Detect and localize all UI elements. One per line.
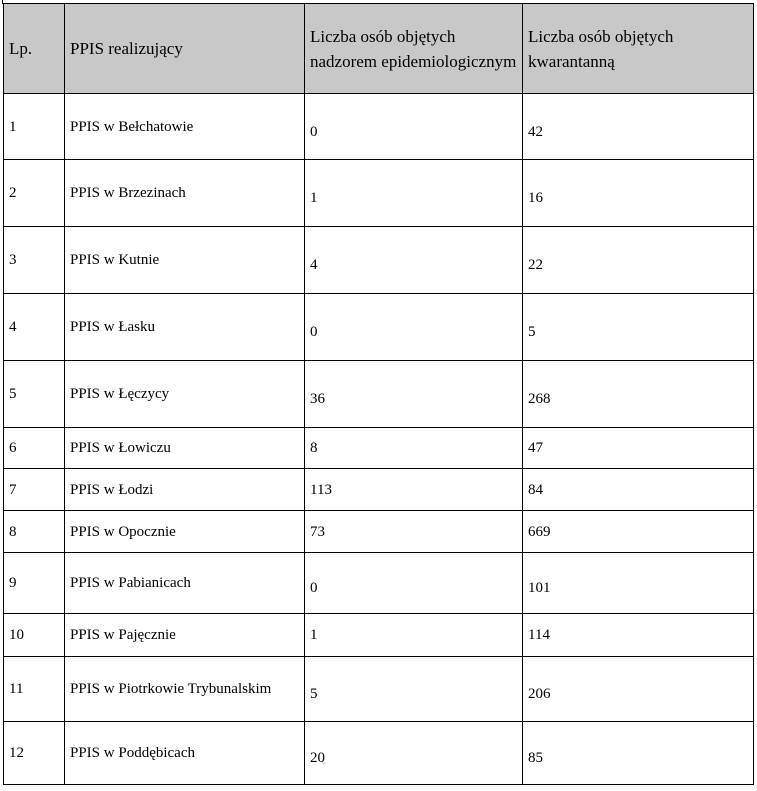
cell-lp: 5 — [4, 361, 65, 428]
cell-quarantine: 85 — [523, 722, 754, 785]
cell-supervision: 0 — [305, 553, 523, 614]
cell-supervision: 0 — [305, 294, 523, 361]
cell-supervision: 20 — [305, 722, 523, 785]
cell-lp: 10 — [4, 614, 65, 657]
cell-quarantine: 47 — [523, 428, 754, 469]
header-quarantine: Liczba osób objętych kwarantanną — [523, 4, 754, 94]
table-row — [4, 227, 754, 294]
cell-quarantine: 22 — [523, 227, 754, 294]
cell-ppis: PPIS w Pajęcznie — [65, 614, 305, 657]
cell-ppis: PPIS w Piotrkowie Trybunalskim — [65, 657, 305, 722]
epidemiological-table — [3, 3, 754, 785]
cell-ppis: PPIS w Poddębicach — [65, 722, 305, 785]
table-header-row — [4, 4, 754, 94]
cell-lp: 6 — [4, 428, 65, 469]
cell-quarantine: 84 — [523, 469, 754, 511]
cell-quarantine: 42 — [523, 94, 754, 160]
cell-lp: 9 — [4, 553, 65, 614]
cell-ppis: PPIS w Bełchatowie — [65, 94, 305, 160]
cell-ppis: PPIS w Łowiczu — [65, 428, 305, 469]
cell-lp: 11 — [4, 657, 65, 722]
cell-supervision: 1 — [305, 614, 523, 657]
cell-lp: 3 — [4, 227, 65, 294]
cell-quarantine: 206 — [523, 657, 754, 722]
cell-ppis: PPIS w Łasku — [65, 294, 305, 361]
cell-quarantine: 268 — [523, 361, 754, 428]
cell-lp: 8 — [4, 511, 65, 553]
header-ppis: PPIS realizujący — [65, 4, 305, 94]
table-row — [4, 657, 754, 722]
cell-supervision: 36 — [305, 361, 523, 428]
cell-quarantine: 669 — [523, 511, 754, 553]
cell-ppis: PPIS w Brzezinach — [65, 160, 305, 227]
cell-supervision: 5 — [305, 657, 523, 722]
table-row — [4, 614, 754, 657]
cell-lp: 7 — [4, 469, 65, 511]
cell-quarantine: 114 — [523, 614, 754, 657]
header-lp: Lp. — [4, 4, 65, 94]
cell-lp: 4 — [4, 294, 65, 361]
table-row — [4, 294, 754, 361]
table-row — [4, 428, 754, 469]
cell-quarantine: 5 — [523, 294, 754, 361]
cell-ppis: PPIS w Opocznie — [65, 511, 305, 553]
table-row — [4, 160, 754, 227]
cell-quarantine: 16 — [523, 160, 754, 227]
table-row — [4, 722, 754, 785]
cell-lp: 12 — [4, 722, 65, 785]
cell-supervision: 8 — [305, 428, 523, 469]
cell-ppis: PPIS w Kutnie — [65, 227, 305, 294]
cell-supervision: 113 — [305, 469, 523, 511]
table-row — [4, 94, 754, 160]
table-row — [4, 469, 754, 511]
cell-lp: 1 — [4, 94, 65, 160]
cell-ppis: PPIS w Łodzi — [65, 469, 305, 511]
header-supervision: Liczba osób objętych nadzorem epidemiologicznym — [305, 4, 523, 94]
cell-supervision: 1 — [305, 160, 523, 227]
cell-ppis: PPIS w Łęczycy — [65, 361, 305, 428]
table-row — [4, 553, 754, 614]
cell-supervision: 4 — [305, 227, 523, 294]
cell-supervision: 73 — [305, 511, 523, 553]
table-row — [4, 361, 754, 428]
table-row — [4, 511, 754, 553]
cell-lp: 2 — [4, 160, 65, 227]
cell-quarantine: 101 — [523, 553, 754, 614]
cell-ppis: PPIS w Pabianicach — [65, 553, 305, 614]
cell-supervision: 0 — [305, 94, 523, 160]
